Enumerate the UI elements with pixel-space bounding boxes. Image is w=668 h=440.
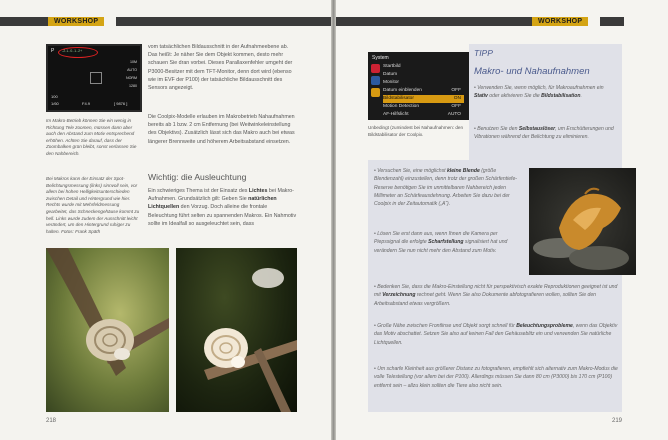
tip-item-5: • Bedenken Sie, dass die Makro-Einstellung nicht für perspektivisch exakte Reproduktionen geeignet ist und mit Verzeichnung rechnet geht. Wenn Sie also Dokumente abfotografieren wollen, sollten Sie den Arbeitsabstand etwas vergrößern.: [374, 284, 618, 307]
camera-menu-screen: [368, 52, 469, 120]
menu-item-label: Motion Detection: [383, 104, 419, 109]
playback-tab-icon: [371, 76, 380, 85]
menu-item-value: OFF: [451, 104, 461, 109]
camera-caption: Im Makro-Betrieb können Sie ein wenig in Richtung Tele zoomen, müssen dann aber auch den Abstand zum Motiv entsprechend erhöhen. Achten Sie darauf, dass der Zoombalken grün bleibt, sonst verlassen Sie den Nahbereich.: [46, 118, 137, 156]
header-bar: [116, 17, 331, 26]
menu-item[interactable]: [383, 63, 464, 71]
tip-item-3: • Versuchen Sie, eine möglichst kleine Blende (größe Blendenzahl) einzustellen, denn trotz der großen Schärfentiefe-Reserve benötigen Sie im unmittelbaren Nahbereich jeden Millimeter an Schärfeausdehnung. Arbeiten Sie dazu bei der Coolpix in der Zeitautomatik („A“).: [374, 168, 517, 208]
focus-frame: [90, 72, 102, 84]
menu-item[interactable]: [383, 111, 464, 119]
menu-item-value: ON: [453, 96, 461, 101]
quality-label: NORM: [126, 76, 137, 80]
header-bar: [600, 17, 624, 26]
header-label: WORKSHOP: [532, 17, 588, 26]
header-bar: [336, 17, 532, 26]
shot-counter: [ 9876 ]: [114, 101, 128, 106]
menu-item[interactable]: [383, 79, 464, 87]
menu-item-label: Startbild: [383, 64, 401, 69]
menu-item-label: Datum: [383, 72, 398, 77]
paragraph-1: vom tatsächlichen Bildausschnitt in der Aufnahmeebene ab. Das heißt: Je näher Sie dem Objekt kommen, desto mehr schauen Sie dran vorbei. Dieses Parallaxenfehler umgeht der P3000-Besitzer mit dem TFT-Monitor, denn dort wird (ebenso wie im EVF der P100) der tatsächliche Bildausschnitt des Sensors angezeigt.: [148, 44, 293, 92]
mushroom-photo: [529, 168, 636, 275]
tip-heading: Makro- und Nahaufnahmen: [474, 66, 590, 77]
snail-illustration: [176, 248, 297, 412]
snail-photo-left: [46, 248, 169, 412]
tip-item-7: • Um scharfe Kleinheit aus größerer Distanz zu fotografieren, empfiehlt sich alternativ zum Makro-Modus die volle Telestellung (vor allem bei der P100). Allerdings müssen Sie dann 80 cm (P3000) bis 170 cm (P100) entfernt sein – allzu klein sollten die Tiere also nicht sein.: [374, 366, 618, 389]
menu-caption: Unbedingt (zumindest bei Nahaufnahmen: den Bildstabilisator der Coolpix.: [368, 125, 463, 137]
snail-caption: Bei Makros kann der Einsatz der Spot-Belichtungsmessung (links) sinnvoll sein, vor allem bei hohen Helligkeitsunterschieden zwischen Detail und Hintergrund wie hier. Rechts wurde mit Mehrfeldmessung gearbeitet, das Schneckengehäuse kommt zu hell. Links wurde zudem der Ausschnitt leicht verändert, um den Hintergrund ruhiger zu halten. Fotos: Frank Späth: [46, 176, 140, 234]
tip-label: TIPP: [474, 48, 493, 58]
exposure-scale: -2.1..0..1..2+: [62, 49, 83, 53]
tip-item-4: • Lösen Sie erst dann aus, wenn Ihnen die Kamera per Piepssignal die erfolgte Scharfstellung signalisiert hat und verändern Sie nun nicht mehr den Abstand zum Motiv.: [374, 231, 508, 254]
menu-item[interactable]: [383, 95, 464, 103]
camera-screen: [46, 44, 142, 112]
menu-item[interactable]: [383, 71, 464, 79]
snail-photo-right: [176, 248, 297, 412]
menu-item-label: Monitor: [383, 80, 399, 85]
iso-label: 100: [51, 94, 58, 99]
menu-item[interactable]: [383, 87, 464, 95]
wb-label: AUTO: [127, 68, 137, 72]
menu-item-label: Datum einblenden: [383, 88, 422, 93]
menu-item-label: AF-Hilfslicht: [383, 112, 409, 117]
menu-item[interactable]: [383, 103, 464, 111]
snail-illustration: [46, 248, 169, 412]
shooting-mode: P: [51, 48, 55, 54]
left-page: [0, 0, 331, 440]
mushroom-illustration: [529, 168, 636, 275]
menu-item-value: OFF: [451, 88, 461, 93]
header-bar: [0, 17, 48, 26]
tip-item-2: • Benutzen Sie den Selbstauslöser, um Erschütterungen und Vibrationen während der Belichtung zu eliminieren.: [474, 126, 614, 141]
menu-item-value: AUTO: [447, 112, 461, 117]
section-heading: Wichtig: die Ausleuchtung: [148, 172, 247, 182]
tip-item-6: • Große Nähe zwischen Frontlinse und Objekt sorgt schnell für Beleuchtungsprobleme, wenn das Objektiv das Motiv abschattet. Setzen Sie also auf keinen Fall den Gehäuseblitz ein und verwenden Sie natürliche Lichtquellen.: [374, 323, 618, 346]
shutter-speed: 1/60: [51, 101, 59, 106]
size-label: 1280: [129, 84, 137, 88]
tip-box-top: [469, 44, 622, 162]
page-number-right: 219: [612, 418, 623, 424]
header-label: WORKSHOP: [48, 17, 104, 26]
tip-item-1: • Verwenden Sie, wenn möglich, für Makroaufnahmen ein Stativ oder aktivieren Sie die Bildstabilisation.: [474, 85, 604, 100]
camera-tab-icon: [371, 64, 380, 73]
aperture: F4.9: [82, 101, 91, 106]
right-page: [336, 0, 668, 440]
paragraph-3: Ein schwieriges Thema ist der Einsatz des Lichtes bei Makro-Aufnahmen. Grundsätzlich gilt: Geben Sie natürlichen Lichtquellen den Vorzug. Doch alleine die frontale Beleuchtung führt selten zu spannenden Makros. Ein Nahmotiv sollte im Idealfall so ausgeleuchtet sein, dass: [148, 188, 297, 227]
paragraph-2: Die Coolpix-Modelle erlauben im Makrobetrieb Nahaufnahmen bereits ab 1 bzw. 2 cm Entfernung (bei Weitwinkeleinstellung des Objektivs). Zusätzlich lässt sich das Makro auch bei etwas längerer Brennweite und höherem Arbeitsabstand einsetzen.: [148, 114, 295, 145]
menu-item-label: Bildstabilisator: [383, 96, 414, 101]
page-number-left: 218: [46, 418, 57, 424]
setup-tab-icon: [371, 88, 380, 97]
menu-title: System: [372, 55, 389, 61]
resolution-label: 10M: [130, 60, 137, 64]
